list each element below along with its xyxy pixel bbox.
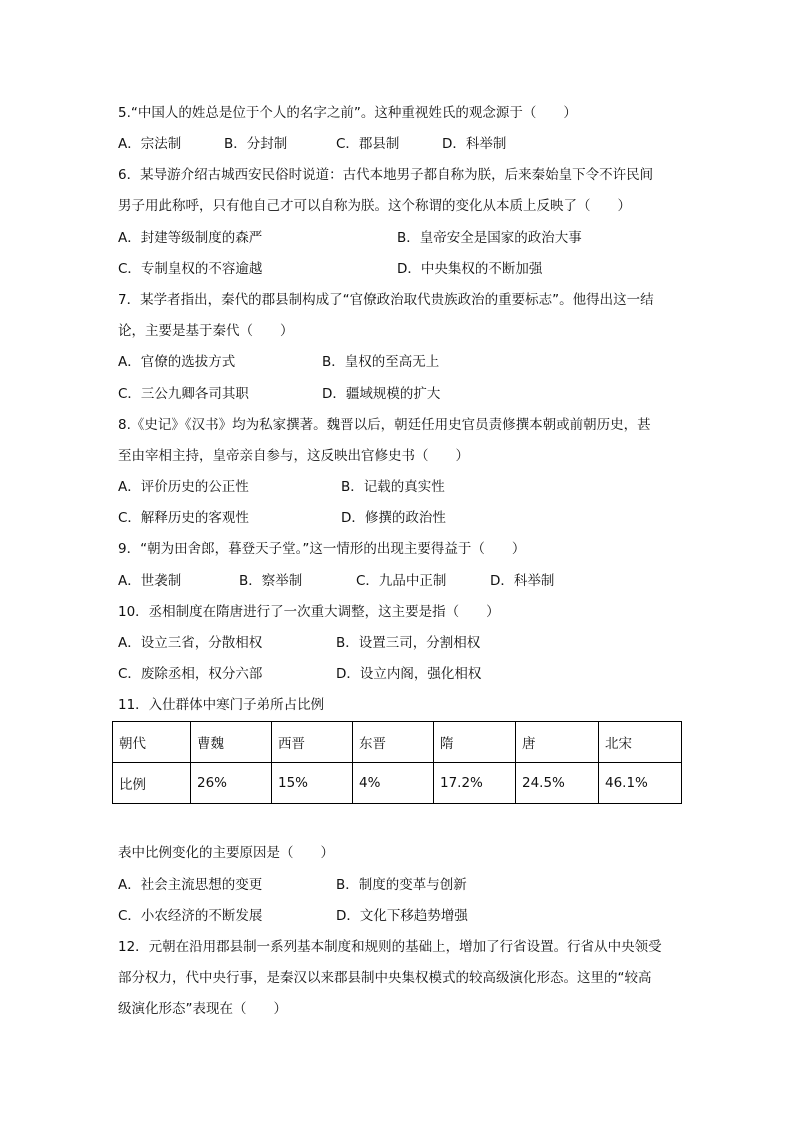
table-cell: 26% [191,763,272,804]
q11-title: 11．入仕群体中寒门子弟所占比例 [118,697,325,713]
q12-stem-line-2: 部分权力，代中央行事，是秦汉以来郡县制中央集权模式的较高级演化形态。这里的“较高 [118,970,652,986]
table-cell: 隋 [434,722,516,763]
table-cell: 24.5% [516,763,599,804]
q7-option-b: B．皇权的至高无上 [322,354,440,370]
q5-stem: 5.“中国人的姓总是位于个人的名字之前”。这种重视姓氏的观念源于（ ） [118,105,577,121]
table-cell: 17.2% [434,763,516,804]
q11-stem: 表中比例变化的主要原因是（ ） [118,845,334,861]
q10-option-c: C．废除丞相，权分六部 [118,666,263,682]
q6-option-d: D．中央集权的不断加强 [397,261,543,277]
q11-option-b: B．制度的变革与创新 [336,877,467,893]
q8-option-d: D．修撰的政治性 [341,510,446,526]
q11-option-c: C．小农经济的不断发展 [118,908,263,924]
q10-option-a: A．设立三省，分散相权 [118,635,263,651]
q6-option-b: B．皇帝安全是国家的政治大事 [397,230,582,246]
q8-stem-line-2: 至由宰相主持，皇帝亲自参与，这反映出官修史书（ ） [118,448,469,464]
table-cell: 46.1% [599,763,682,804]
q10-stem: 10．丞相制度在隋唐进行了一次重大调整，这主要是指（ ） [118,604,500,620]
q12-stem-line-3: 级演化形态”表现在（ ） [118,1001,287,1017]
q9-stem: 9．“朝为田舍郎，暮登天子堂。”这一情形的出现主要得益于（ ） [118,541,526,557]
table-cell: 西晋 [272,722,353,763]
table-cell: 北宋 [599,722,682,763]
q9-option-c: C．九品中正制 [356,573,447,589]
q11-option-d: D．文化下移趋势增强 [336,908,468,924]
table-cell: 15% [272,763,353,804]
q8-stem-line-1: 8.《史记》《汉书》均为私家撰著。魏晋以后，朝廷任用史官员责修撰本朝或前朝历史，甚 [118,417,651,433]
q12-stem-line-1: 12．元朝在沿用郡县制一系列基本制度和规则的基础上，增加了行省设置。行省从中央领受 [118,939,662,955]
q5-option-c: C．郡县制 [336,136,400,152]
q7-stem-line-2: 论，主要是基于秦代（ ） [118,323,294,339]
table-cell: 曹魏 [191,722,272,763]
q7-option-a: A．官僚的选拔方式 [118,354,236,370]
q10-option-b: B．设置三司，分割相权 [336,635,481,651]
q9-option-d: D．科举制 [490,573,555,589]
q5-option-a: A．宗法制 [118,136,182,152]
q6-stem-line-2: 男子用此称呼，只有他自己才可以自称为朕。这个称谓的变化从本质上反映了（ ） [118,198,631,214]
table-header-row [113,722,682,763]
q9-option-b: B．察举制 [239,573,303,589]
q7-option-d: D．疆域规模的扩大 [322,386,441,402]
q5-option-d: D．科举制 [442,136,507,152]
ratio-table [112,721,682,804]
q6-option-c: C．专制皇权的不容逾越 [118,261,263,277]
table-cell: 唐 [516,722,599,763]
q7-option-c: C．三公九卿各司其职 [118,386,249,402]
table-cell: 东晋 [353,722,434,763]
table-cell: 比例 [113,763,191,804]
q8-option-c: C．解释历史的客观性 [118,510,249,526]
q6-stem-line-1: 6．某导游介绍古城西安民俗时说道：古代本地男子都自称为朕，后来秦始皇下令不许民间 [118,167,654,183]
q8-option-a: A．评价历史的公正性 [118,479,249,495]
q6-option-a: A．封建等级制度的森严 [118,230,263,246]
table-row [113,763,682,804]
q8-option-b: B．记载的真实性 [341,479,445,495]
table-cell: 朝代 [113,722,191,763]
q5-option-b: B．分封制 [224,136,288,152]
table-cell: 4% [353,763,434,804]
q7-stem-line-1: 7．某学者指出，秦代的郡县制构成了“官僚政治取代贵族政治的重要标志”。他得出这一结 [118,292,654,308]
q10-option-d: D．设立内阁，强化相权 [336,666,482,682]
q9-option-a: A．世袭制 [118,573,182,589]
q11-option-a: A．社会主流思想的变更 [118,877,263,893]
